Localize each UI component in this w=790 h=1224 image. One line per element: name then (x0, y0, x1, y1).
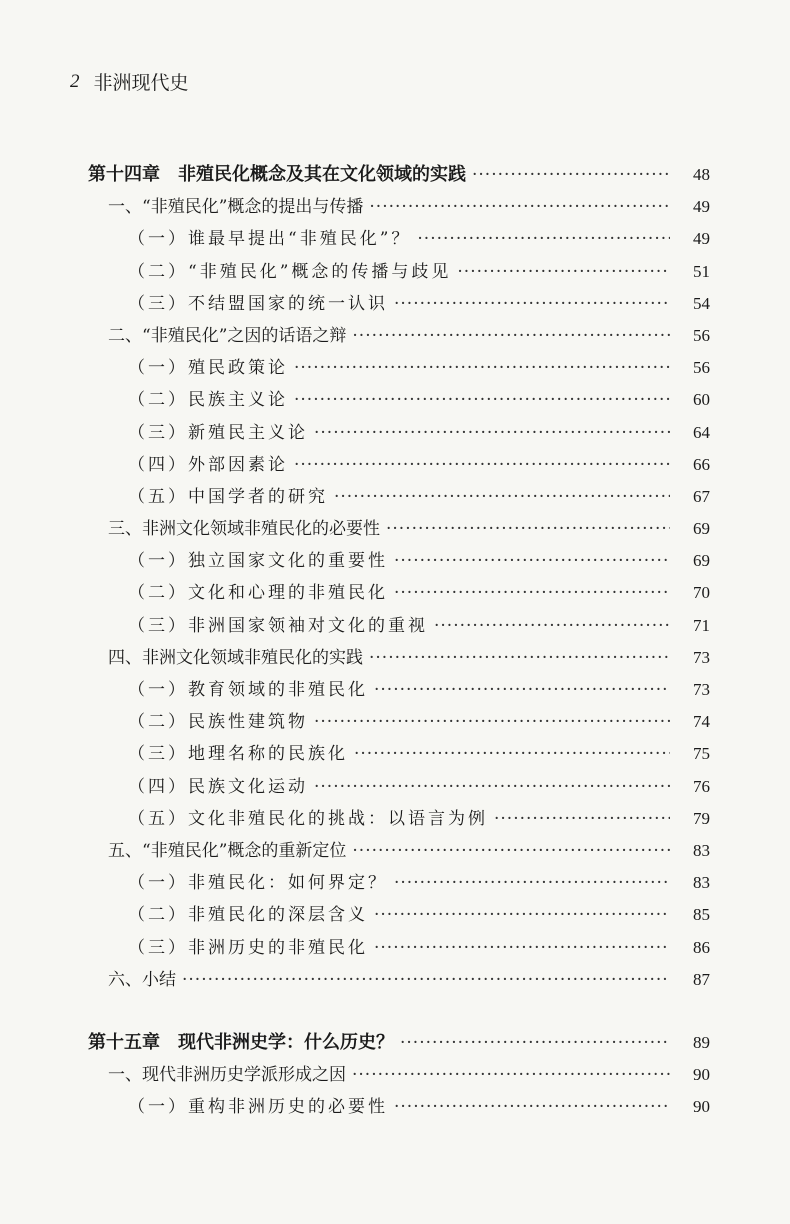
toc-entry-title: （五）文化非殖民化的挑战：以语言为例 (128, 808, 488, 829)
dot-leader (294, 455, 670, 475)
dot-leader (314, 777, 670, 797)
toc-entry-page: 73 (693, 647, 710, 667)
toc-entry-title: （一）殖民政策论 (128, 358, 288, 379)
chapter-gap (88, 997, 710, 1028)
toc-entry-page: 69 (693, 551, 710, 571)
toc-entry-title: （五）中国学者的研究 (128, 486, 328, 507)
toc-entry-chapter[interactable] (88, 1028, 710, 1060)
toc-entry-title: 一、“非殖民化”概念的提出与传播 (108, 197, 364, 218)
toc-entry-title: （三）非洲历史的非殖民化 (128, 937, 368, 958)
toc-entry-section[interactable] (88, 192, 710, 224)
dot-leader (400, 1033, 670, 1053)
toc-entry-sub[interactable] (88, 707, 710, 739)
toc-entry-sub[interactable] (88, 385, 710, 417)
toc-entry-page: 51 (693, 261, 710, 281)
toc-entry-page: 83 (693, 873, 710, 893)
toc-entry-page: 90 (693, 1097, 710, 1117)
toc-entry-chapter[interactable] (88, 160, 710, 192)
toc-entry-sub[interactable] (88, 289, 710, 321)
toc-entry-sub[interactable] (88, 900, 710, 932)
toc-entry-page: 73 (693, 680, 710, 699)
toc-entry-sub[interactable] (88, 868, 710, 900)
dot-leader (472, 165, 670, 185)
toc-entry-page: 49 (693, 229, 710, 249)
toc-entry-title: （三）不结盟国家的统一认识 (128, 293, 388, 314)
dot-leader (394, 1097, 670, 1117)
dot-leader (352, 1065, 670, 1085)
toc-entry-page: 83 (693, 840, 710, 860)
toc-entry-sub[interactable] (88, 933, 710, 965)
dot-leader (374, 680, 670, 700)
dot-leader (352, 841, 670, 861)
toc-entry-title: （二）民族性建筑物 (128, 712, 308, 733)
dot-leader (394, 551, 670, 571)
dot-leader (369, 197, 670, 217)
toc-entry-page: 75 (693, 744, 710, 764)
toc-entry-sub[interactable] (88, 611, 710, 643)
dot-leader (457, 262, 670, 282)
toc-entry-page: 49 (693, 197, 710, 217)
dot-leader (352, 326, 670, 346)
toc-entry-title: （三）非洲国家领袖对文化的重视 (128, 615, 428, 636)
toc-entry-page: 48 (693, 165, 710, 184)
dot-leader (374, 905, 670, 925)
dot-leader (314, 712, 670, 732)
dot-leader (374, 938, 670, 958)
toc-entry-page: 74 (693, 712, 710, 732)
dot-leader (434, 616, 670, 636)
toc-entry-title: 三、非洲文化领域非殖民化的必要性 (108, 519, 380, 540)
toc-entry-page: 64 (693, 422, 710, 442)
toc-entry-page: 60 (693, 390, 710, 410)
toc-entry-sub[interactable] (88, 257, 710, 289)
toc-entry-title: （一）独立国家文化的重要性 (128, 551, 388, 572)
toc-entry-sub[interactable] (88, 418, 710, 450)
toc-entry-page: 90 (693, 1065, 710, 1085)
toc-entry-title: （一）教育领域的非殖民化 (128, 680, 368, 700)
dot-leader (294, 390, 670, 410)
toc-entry-sub[interactable] (88, 739, 710, 771)
toc-entry-section[interactable] (88, 836, 710, 868)
toc-entry-page: 86 (693, 937, 710, 957)
dot-leader (354, 744, 670, 764)
toc-entry-sub[interactable] (88, 675, 710, 707)
toc-entry-title: （二）“非殖民化”概念的传播与歧见 (128, 261, 452, 282)
dot-leader (494, 809, 670, 829)
toc-entry-page: 67 (693, 486, 710, 506)
dot-leader (182, 970, 670, 990)
toc-entry-title: 六、小结 (108, 969, 176, 990)
toc-entry-page: 69 (693, 519, 710, 539)
dot-leader (394, 873, 670, 893)
dot-leader (394, 294, 670, 314)
dot-leader (369, 648, 670, 668)
toc-entry-page: 76 (693, 776, 710, 796)
toc-entry-title: 二、“非殖民化”之因的话语之辩 (108, 325, 347, 346)
toc-entry-section[interactable] (88, 643, 710, 675)
toc-entry-page: 70 (693, 583, 710, 603)
dot-leader (314, 423, 670, 443)
dot-leader (386, 519, 670, 539)
toc-entry-page: 56 (693, 358, 710, 378)
toc-entry-title: 第十四章 非殖民化概念及其在文化领域的实践 (88, 164, 466, 185)
toc-entry-title: （四）外部因素论 (128, 454, 288, 475)
toc-entry-sub[interactable] (88, 224, 710, 256)
toc-entry-title: （二）文化和心理的非殖民化 (128, 583, 388, 604)
toc-entry-title: （二）非殖民化的深层含义 (128, 905, 368, 926)
dot-leader (334, 487, 670, 507)
toc-entry-sub[interactable] (88, 804, 710, 836)
toc-entry-page: 56 (693, 325, 710, 345)
dot-leader (294, 358, 670, 378)
running-title: 非洲现代史 (93, 72, 189, 94)
toc-entry-page: 85 (693, 905, 710, 925)
toc-entry-title: （二）民族主义论 (128, 390, 288, 411)
toc-entry-page: 66 (693, 454, 710, 474)
toc-entry-sub[interactable] (88, 772, 710, 804)
toc-entry-title: （三）地理名称的民族化 (128, 744, 348, 765)
dot-leader (394, 583, 670, 603)
toc-entry-sub[interactable] (88, 546, 710, 578)
toc-entry-title: 一、现代非洲历史学派形成之因 (108, 1065, 346, 1086)
toc-entry-title: 四、非洲文化领域非殖民化的实践 (108, 647, 363, 668)
toc-entry-page: 87 (693, 969, 710, 989)
toc-entry-title: （一）谁最早提出“非殖民化”？ (128, 229, 412, 250)
toc-entry-section[interactable] (88, 321, 710, 353)
toc-entry-title: 五、“非殖民化”概念的重新定位 (108, 840, 347, 861)
toc-entry-sub[interactable] (88, 353, 710, 385)
toc-entry-page: 79 (693, 808, 710, 828)
toc-entry-title: 第十五章 现代非洲史学：什么历史？ (88, 1031, 394, 1053)
toc-entry-page: 89 (693, 1032, 710, 1052)
toc-entry-sub[interactable] (88, 1092, 710, 1124)
page-number: 2 (70, 70, 80, 92)
toc-entry-sub[interactable] (88, 578, 710, 610)
dot-leader (417, 229, 670, 249)
toc-entry-page: 54 (693, 293, 710, 313)
toc-entry-title: （四）民族文化运动 (128, 776, 308, 797)
toc-entry-sub[interactable] (88, 482, 710, 514)
toc-entry-section[interactable] (88, 1060, 710, 1092)
toc-entry-section[interactable] (88, 965, 710, 997)
toc-entry-title: （一）重构非洲历史的必要性 (128, 1097, 388, 1118)
toc-entry-section[interactable] (88, 514, 710, 546)
toc-entry-title: （三）新殖民主义论 (128, 422, 308, 443)
toc-entry-sub[interactable] (88, 450, 710, 482)
toc-entry-title: （一）非殖民化：如何界定？ (128, 873, 388, 894)
table-of-contents (88, 160, 710, 1124)
toc-entry-page: 71 (693, 615, 710, 635)
page-header (70, 68, 189, 95)
